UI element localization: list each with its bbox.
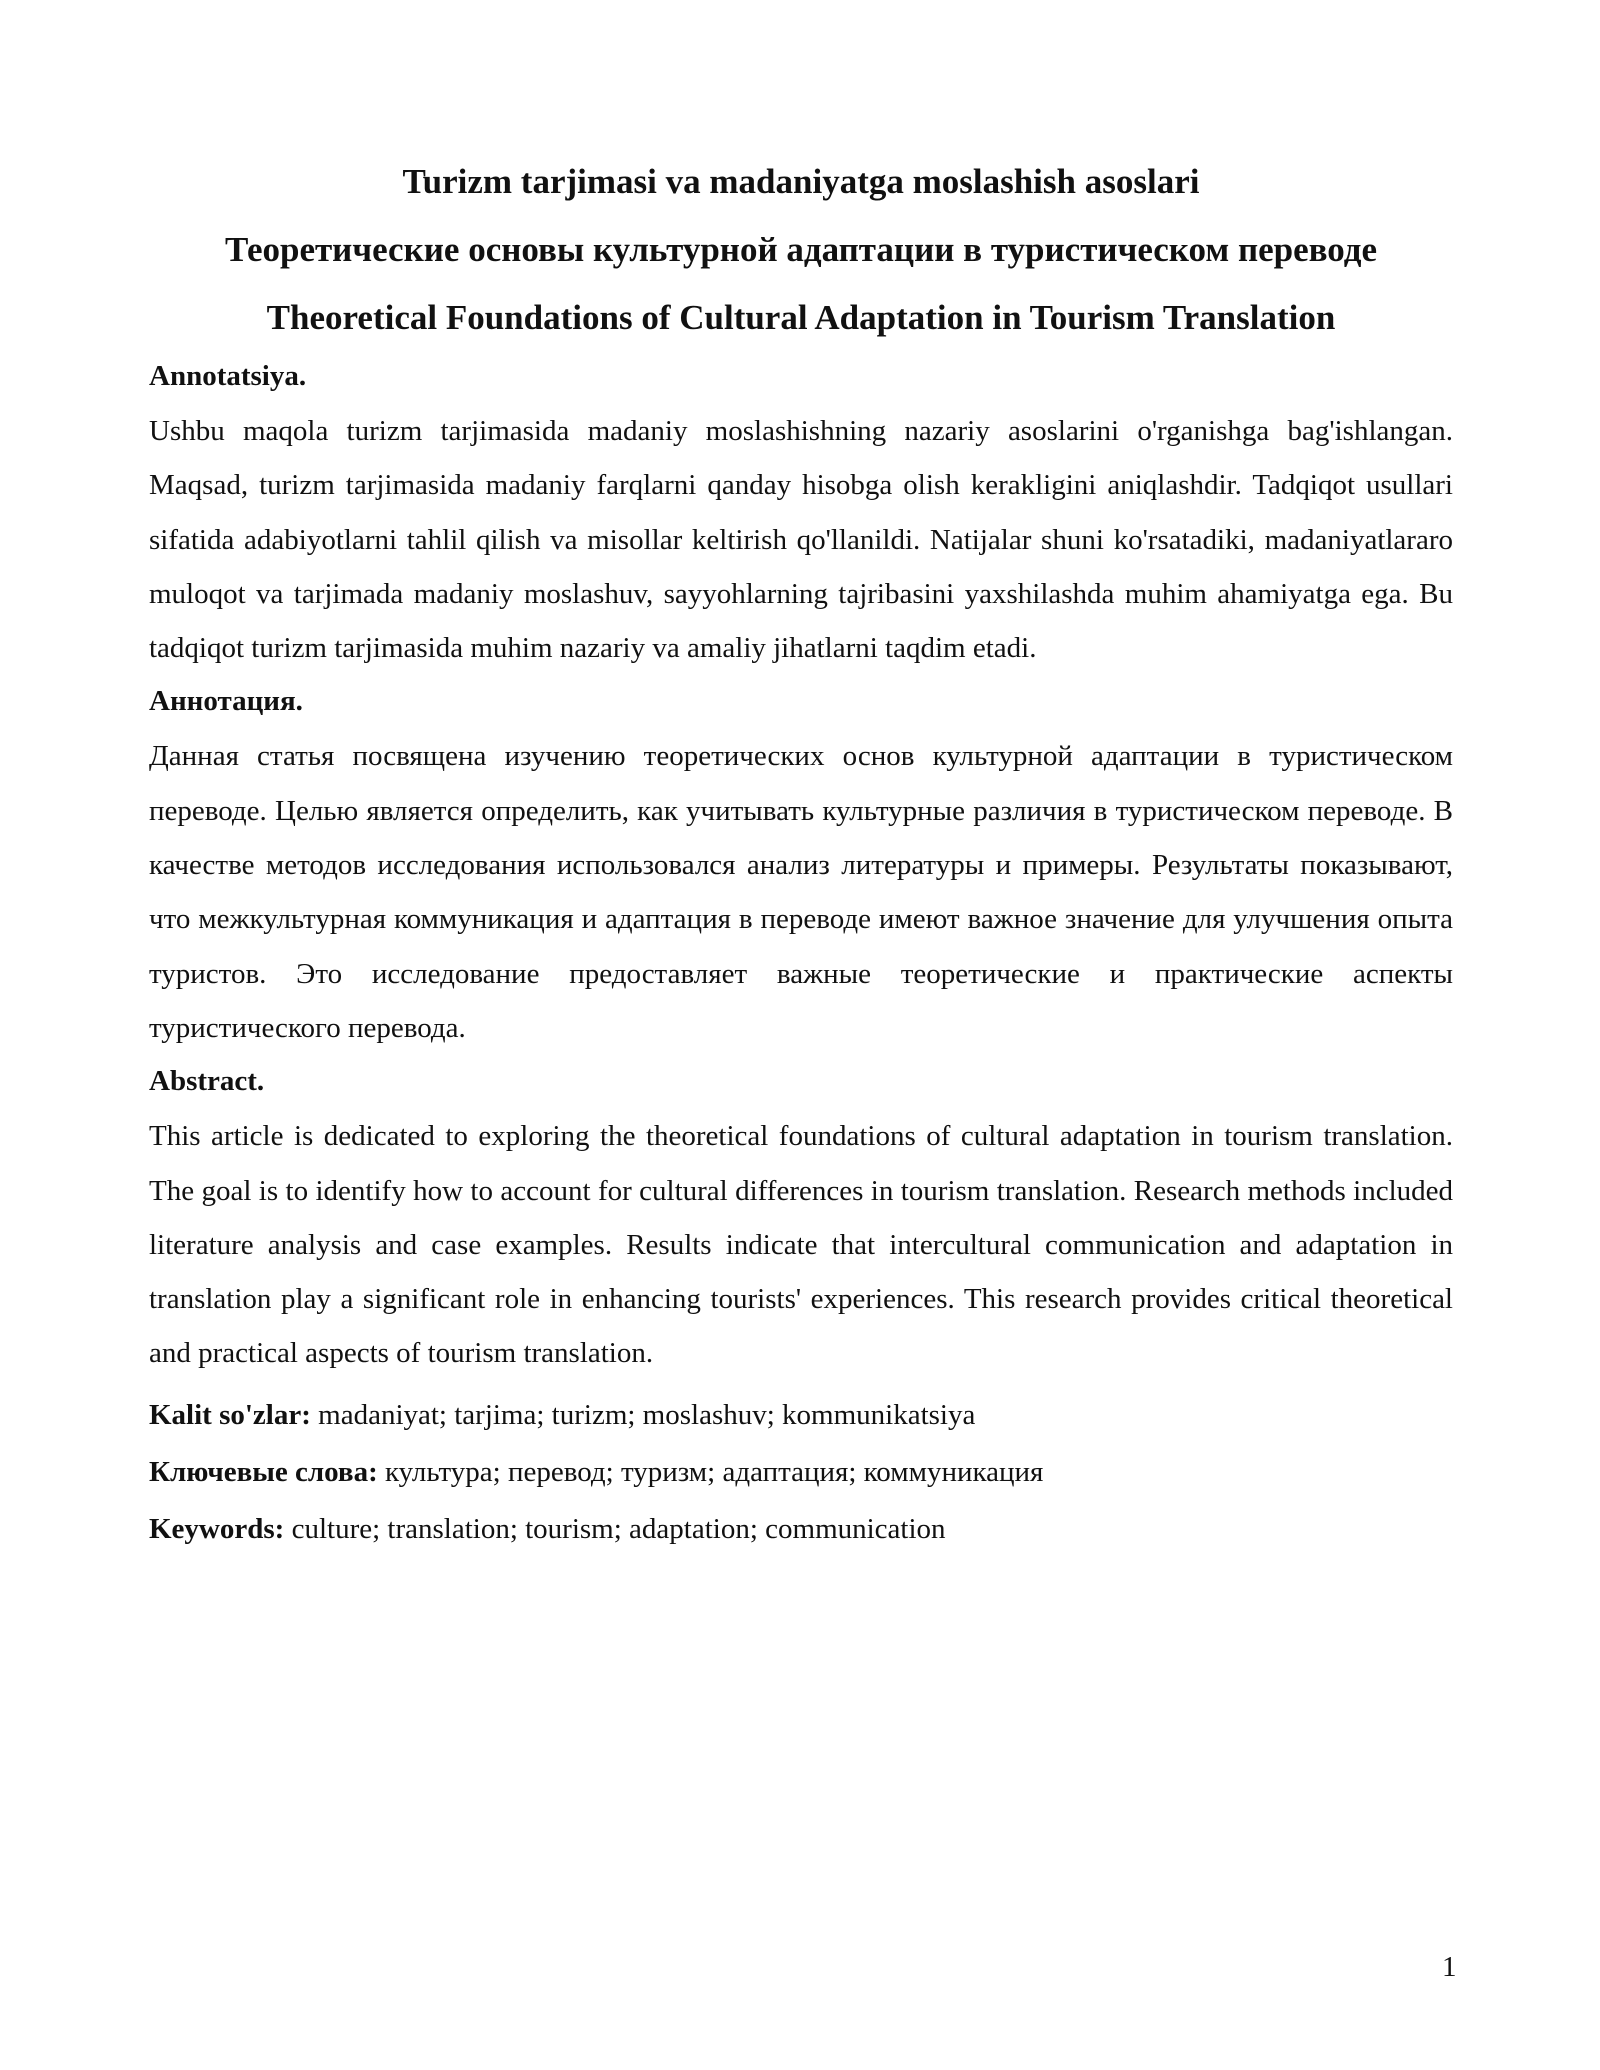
title-russian: Теоретические основы культурной адаптации в туристическом переводе: [224, 230, 1378, 269]
abstract-uzbek-heading: Annotatsiya.: [149, 360, 307, 392]
abstract-russian-text: Данная статья посвящена изучению теоретических основ культурной адаптации в туристическом переводе. Целью является определить, как учитывать культурные различия в туристическом переводе. В качестве методов исследования использовался анализ литературы и примеры. Результаты показывают, что межкультурная коммуникация и адаптация в переводе имеют важное значение для улучшения опыта туристов. Это исследование предоставляет важные теоретические и практические аспекты туристического перевода.: [149, 740, 1453, 1044]
abstract-uzbek-text: Ushbu maqola turizm tarjimasida madaniy moslashishning nazariy asoslarini o'rganishga bag'ishlangan. Maqsad, turizm tarjimasida madaniy farqlarni qanday hisobga olish kerakligini aniqlashdir. Tadqiqot usullari sifatida adabiyotlarni tahlil qilish va misollar keltirish qo'llanildi. Natijalar shuni ko'rsatadiki, madaniyatlararo muloqot va tarjimada madaniy moslashuv, sayyohlarning tajribasini yaxshilashda muhim ahamiyatga ega. Bu tadqiqot turizm tarjimasida muhim nazariy va amaliy jihatlarni taqdim etadi.: [149, 415, 1453, 665]
keywords-block: [149, 1387, 1453, 1558]
abstract-russian-section: [149, 681, 1453, 1055]
title-uzbek: Turizm tarjimasi va madaniyatga moslashish asoslari: [402, 162, 1200, 201]
keywords-uzbek-label: Kalit so'zlar:: [149, 1398, 311, 1431]
keywords-uzbek: [149, 1387, 1453, 1444]
title-english: Theoretical Foundations of Cultural Adaptation in Tourism Translation: [266, 298, 1336, 337]
page-number: 1: [1442, 1951, 1457, 1983]
keywords-english-list: culture; translation; tourism; adaptation; communication: [284, 1512, 946, 1545]
abstract-english-section: [149, 1061, 1453, 1380]
keywords-russian: [149, 1444, 1453, 1501]
paper-page: [149, 148, 1453, 1558]
keywords-russian-label: Ключевые слова:: [149, 1455, 378, 1488]
keywords-english-label: Keywords:: [149, 1512, 285, 1545]
keywords-english: [149, 1501, 1453, 1558]
keywords-uzbek-list: madaniyat; tarjima; turizm; moslashuv; kommunikatsiya: [310, 1398, 976, 1431]
abstract-english-heading: Abstract.: [149, 1065, 265, 1098]
abstract-uzbek-section: [149, 356, 1453, 675]
abstract-russian-heading: Аннотация.: [149, 685, 303, 718]
keywords-russian-list: культура; перевод; туризм; адаптация; коммуникация: [377, 1455, 1044, 1488]
abstract-english-text: This article is dedicated to exploring the theoretical foundations of cultural adaptation in tourism translation. The goal is to identify how to account for cultural differences in tourism translation. Research methods included literature analysis and case examples. Results indicate that intercultural communication and adaptation in translation play a significant role in enhancing tourists' experiences. This research provides critical theoretical and practical aspects of tourism translation.: [149, 1120, 1453, 1370]
